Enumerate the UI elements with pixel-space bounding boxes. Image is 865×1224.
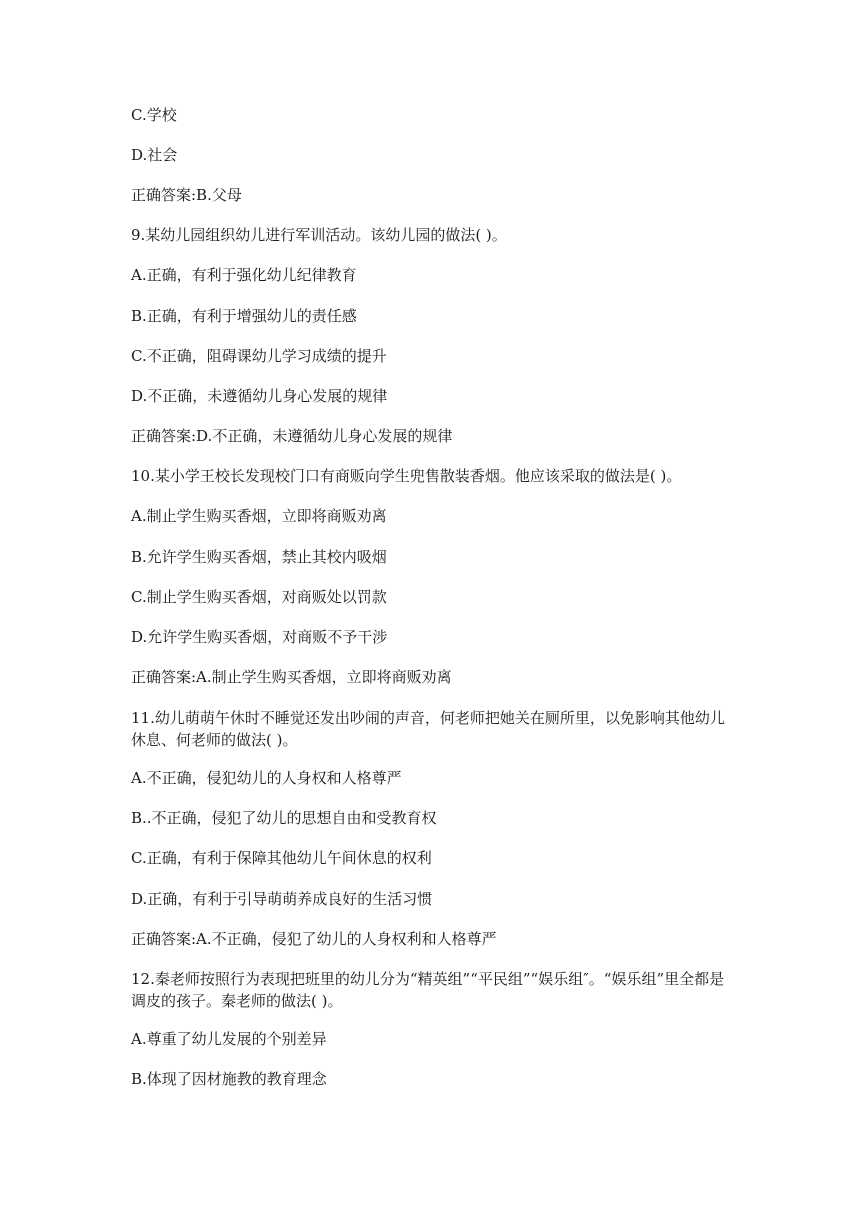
q10-option-d: D.允许学生购买香烟，对商贩不予干涉 (131, 628, 388, 646)
q10-option-a: A.制止学生购买香烟，立即将商贩劝离 (131, 507, 387, 525)
question-10: 10.某小学王校长发现校门口有商贩向学生兜售散装香烟。他应该采取的做法是( )。 (131, 467, 682, 485)
q11-option-c: C.正确，有利于保障其他幼儿午间休息的权利 (131, 849, 432, 867)
q9-option-c: C.不正确，阻碍课幼儿学习成绩的提升 (131, 347, 387, 365)
option-c-school: C.学校 (131, 106, 177, 124)
q9-option-d: D.不正确，未遵循幼儿身心发展的规律 (131, 387, 388, 405)
q11-option-d: D.正确，有利于引导萌萌养成良好的生活习惯 (131, 890, 433, 908)
answer-11: 正确答案:A.不正确，侵犯了幼儿的人身权利和人格尊严 (131, 930, 497, 948)
q10-option-c: C.制止学生购买香烟，对商贩处以罚款 (131, 588, 387, 606)
answer-10: 正确答案:A.制止学生购买香烟，立即将商贩劝离 (131, 668, 452, 686)
q12-option-b: B.体现了因材施教的教育理念 (131, 1070, 327, 1088)
answer-8: 正确答案:B.父母 (131, 186, 242, 204)
q10-option-b: B.允许学生购买香烟，禁止其校内吸烟 (131, 548, 387, 566)
option-d-society: D.社会 (131, 146, 178, 164)
question-12: 12.秦老师按照行为表现把班里的幼儿分为“精英组”“平民组”“娱乐组″。“娱乐组”里全都是调皮的孩子。秦老师的做法( )。 (131, 970, 725, 1010)
q9-option-b: B.正确，有利于增强幼儿的责任感 (131, 307, 357, 325)
answer-9: 正确答案:D.不正确，未遵循幼儿身心发展的规律 (131, 427, 453, 445)
q11-option-a: A.不正确，侵犯幼儿的人身权和人格尊严 (131, 769, 402, 787)
q12-option-a: A.尊重了幼儿发展的个别差异 (131, 1030, 327, 1048)
q11-option-b: B..不正确，侵犯了幼儿的思想自由和受教育权 (131, 809, 437, 827)
question-9: 9.某幼儿园组织幼儿进行军训活动。该幼儿园的做法( )。 (131, 226, 507, 244)
q9-option-a: A.正确，有利于强化幼儿纪律教育 (131, 266, 357, 284)
question-11: 11.幼儿萌萌午休时不睡觉还发出吵闹的声音，何老师把她关在厕所里，以免影响其他幼儿休息、何老师的做法( )。 (131, 709, 725, 749)
